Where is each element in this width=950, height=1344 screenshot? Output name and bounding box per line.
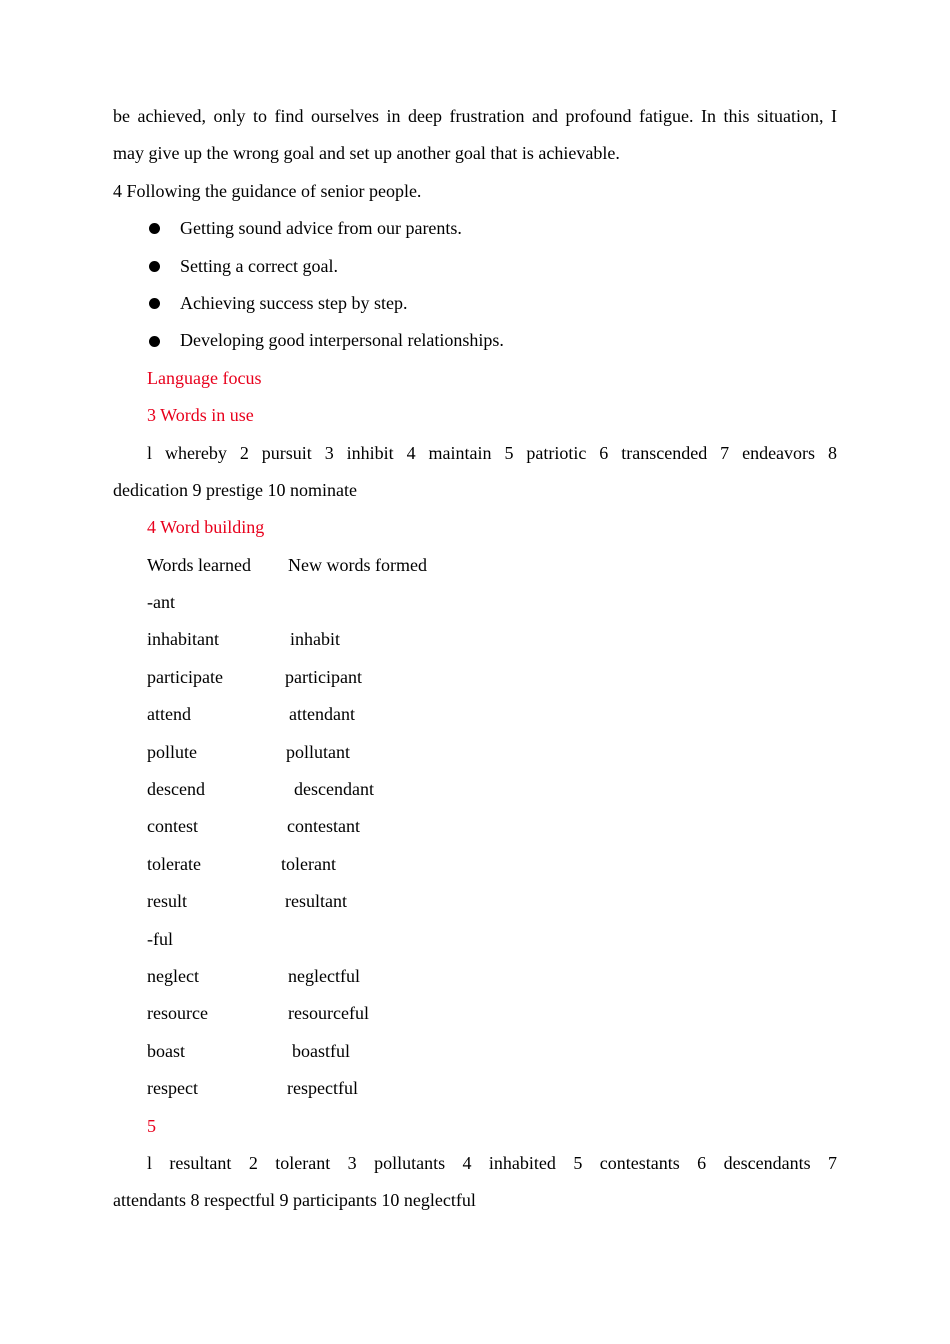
bullet-item <box>113 285 837 322</box>
bullet-item <box>113 322 837 359</box>
word-learned: result <box>147 891 187 912</box>
answer-line: dedication 9 prestige 10 nominate <box>113 479 357 500</box>
bullet-icon <box>149 223 160 234</box>
bullet-text: Setting a correct goal. <box>180 255 338 276</box>
word-formed: resultant <box>285 891 347 912</box>
table-row <box>113 696 837 733</box>
word-learned: attend <box>147 704 191 725</box>
word-formed: descendant <box>294 779 374 800</box>
word-formed: resourceful <box>288 1003 369 1024</box>
word-learned: neglect <box>147 965 199 986</box>
table-row <box>113 1070 837 1107</box>
section-heading: 4 Word building <box>147 517 265 538</box>
bullet-icon <box>149 298 160 309</box>
word-formed: tolerant <box>281 853 336 874</box>
table-row <box>113 958 837 995</box>
word-formed: pollutant <box>286 741 350 762</box>
table-row <box>113 846 837 883</box>
word-formed: contestant <box>287 816 360 837</box>
word-formed: boastful <box>292 1040 350 1061</box>
word-formed: neglectful <box>288 965 360 986</box>
table-row <box>113 621 837 658</box>
bullet-item <box>113 248 837 285</box>
word-formed: inhabit <box>290 629 340 650</box>
word-learned: respect <box>147 1078 198 1099</box>
word-learned: tolerate <box>147 853 201 874</box>
bullet-icon <box>149 336 160 347</box>
table-row <box>113 808 837 845</box>
word-learned: descend <box>147 779 205 800</box>
table-row <box>113 883 837 920</box>
word-learned: participate <box>147 666 223 687</box>
bullet-text: Achieving success step by step. <box>180 292 408 313</box>
word-learned: contest <box>147 816 198 837</box>
bullet-item <box>113 210 837 247</box>
paragraph-line: may give up the wrong goal and set up another goal that is achievable. <box>113 143 620 164</box>
word-learned: resource <box>147 1003 208 1024</box>
column-header: Words learned <box>147 554 252 575</box>
answer-line: attendants 8 respectful 9 participants 10 neglectful <box>113 1190 476 1211</box>
table-row <box>113 734 837 771</box>
bullet-icon <box>149 261 160 272</box>
numbered-item: 4 Following the guidance of senior people. <box>113 180 422 201</box>
table-row <box>113 995 837 1032</box>
bullet-text: Getting sound advice from our parents. <box>180 218 462 239</box>
suffix-label: -ant <box>147 592 175 613</box>
answer-line: l resultant 2 tolerant 3 pollutants 4 inhabited 5 contestants 6 descendants 7 <box>147 1152 837 1173</box>
word-learned: boast <box>147 1040 185 1061</box>
table-header <box>113 547 837 584</box>
paragraph-line: be achieved, only to find ourselves in deep frustration and profound fatigue. In this situation, I <box>113 106 837 126</box>
word-formed: respectful <box>287 1078 358 1099</box>
table-row <box>113 771 837 808</box>
word-formed: participant <box>285 666 362 687</box>
bullet-text: Developing good interpersonal relationships. <box>180 330 504 351</box>
document-page <box>113 98 837 1220</box>
section-heading: 3 Words in use <box>147 405 254 426</box>
section-heading: Language focus <box>147 367 262 388</box>
word-formed: attendant <box>289 704 355 725</box>
word-learned: inhabitant <box>147 629 219 650</box>
suffix-label: -ful <box>147 928 173 949</box>
word-learned: pollute <box>147 741 197 762</box>
section-heading: 5 <box>147 1115 156 1136</box>
table-row <box>113 659 837 696</box>
column-header: New words formed <box>288 554 427 575</box>
answer-line: l whereby 2 pursuit 3 inhibit 4 maintain 5 patriotic 6 transcended 7 endeavors 8 <box>147 442 837 463</box>
table-row <box>113 1033 837 1070</box>
